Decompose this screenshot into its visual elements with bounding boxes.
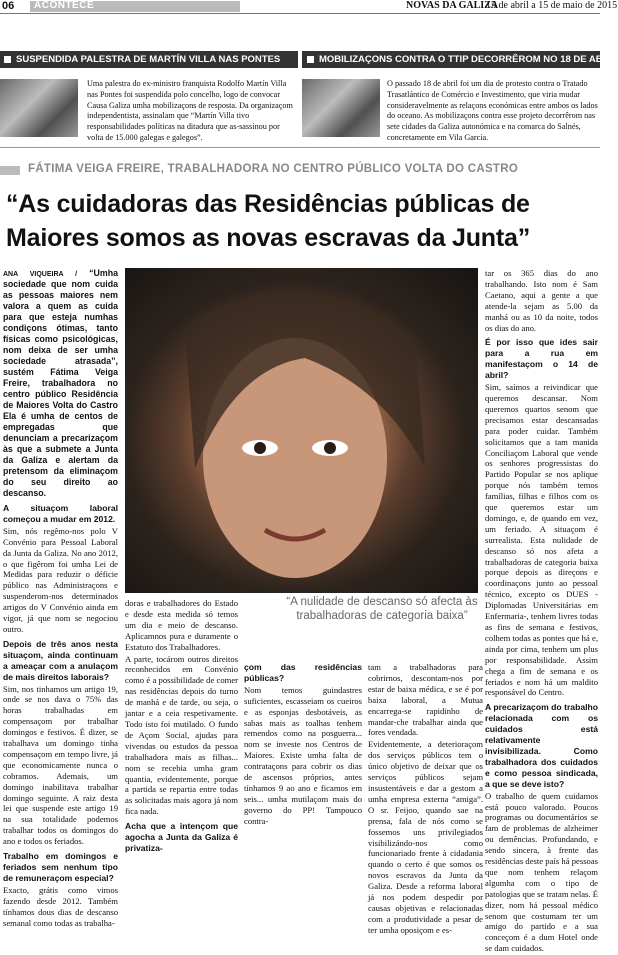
bullet-square-icon bbox=[4, 56, 11, 63]
brief-right-title: MOBILIZAÇONS CONTRA O TTIP DECORRÊROM NO 18 DE ABRIL bbox=[319, 54, 618, 65]
paragraph: Evidentemente, a deterioraçom dos serviços públicos tem o único objetivo de deixar que os serviços públicos sejam insustentáveis e dar a gestom a umha empresa externa “amiga”. O sr. Feijoo, quando sae na prensa, fala de nós como se fossemos uns privilegiados visibilizándo-nos como funcionariado frente à cidadania quando o certo é que somos os novos escravos da Junta da Galiza. Desde a reforma laboral já nos podem despedir por causas objetivas e relacionadas com a produtividade a pesar de ter umha oposiçom e es- bbox=[368, 739, 483, 935]
bullet-square-icon bbox=[307, 56, 314, 63]
answer: Sim, nos tinhamos um artigo 19, onde se nos dava o 75% das horas trabalhadas em compensaçom por trabalhar domingos e festivos. É dizer, se trabalhava um domingo tinha compensaçom em tempo livre, já que economicamente nunca o cobramos. Ademais, um domingo inabilitava trabalhar domingo seguinte. A raiz desta lei que suspende este artigo 19 na sua totalidade podemos trabalhar todos os domingos do ano e todos os feriados. bbox=[3, 683, 118, 847]
answer: Exacto, grátis como vimos fazendo desde 2012. Também tínhamos dous dias de descanso semanal como todas as trabalha- bbox=[3, 884, 118, 928]
question: A precarizaçom do trabalho relacionada com os cuidados está relativamente invisibilizada. Como trabalhadora dos cuidados e como pessoa sindicada, a que se deve isto? bbox=[485, 702, 598, 789]
paragraph: tam a trabalhadoras para cobrirnos, descontam-nos por estar de baixa médica, e se é por baixa laboral, a Mutua encarrega-se rapidinho de mandar-che trabalhar ainda que fores vendada. bbox=[368, 662, 483, 738]
column-1 bbox=[3, 268, 118, 929]
paragraph: doras e trabalhadores do Estado e desde esta medida só temos um dia e meio de descanso. Aplicamnos pura e duramente o Estatuto dos Trabalhadores. bbox=[125, 598, 238, 652]
paragraph: A parte, tocárom outros direitos reconhecidos em Convénio como é a possibilidade de comer nas residências depois do turno de manhá e de tarde, ou seja, o jantar e a ceia respetivamente. Todo isto foi mutilado. O fundo de Açom Social, ajudas para vivendas ou estudos da pessoa trabalhadora mais as filhas... nom se recebia umha gram quantia, evidentemente, porque a partida se repartia entre todas as solicitadas mais agora já nom fica nada. bbox=[125, 653, 238, 817]
author-byline: ANA VIQUEIRA / bbox=[3, 271, 78, 278]
interview-photo bbox=[125, 268, 478, 593]
answer: Sim, saímos a reivindicar que queremos descansar. Nom queremos quartos senom que precisamos estar descansadas para poder cuidar. Também solicitamos que a tam manida Conciliaçom Laboral que vende os senhores progressistas do Partido Popular se nos aplique porque nós também temos famílias, filhas e filhos com os que queremos estar um domingo, e, de quando em vez, um feriado. A situaçom é surrealista. Esta nulidade de descanso só nos afeta a trabalhadoras de categoria baixa porque depois as direçons e coordinaçons junto ao pessoal técnico, excepto os DUES -Diplomadas Universitárias em Enfermaria-, tenhem livres todas as fins de semana e festivos, colhem todas as pontes que há e, ainda por cima, tenhem um plus por responsabilidade. Assim chega a fim de semana e os feriados e nom há um maldito responsável do Centro. bbox=[485, 382, 598, 698]
column-4 bbox=[368, 662, 483, 937]
page-number: 06 bbox=[2, 0, 15, 12]
answer: Sim, nós regêmo-nos polo V Convénio para Pessoal Laboral da Junta da Galiza. No ano 2012, o que figêrom foi umha Lei de Medidas para reduzir o déficie público nas Administraçons e suspenderom-nos determinados artigos do V Convénio ainda em vigor, já que nom se negociou outro. bbox=[3, 525, 118, 634]
question: Acha que a intençom que agocha a Junta da Galiza é privatiza- bbox=[125, 821, 238, 853]
paragraph: tar os 365 dias do ano trabalhando. Isto nom é Sam Caetano, aqui a gente a que atende-la sejam as 5.00 da manhá ou as 10 da noite, todos os dias do ano. bbox=[485, 268, 598, 333]
brief-separator bbox=[0, 147, 600, 148]
brief-left-photo bbox=[0, 79, 78, 137]
issue-date: 15 de abril a 15 de maio de 2015 bbox=[486, 0, 618, 11]
portrait-illustration bbox=[125, 268, 478, 593]
brief-left-text: Uma palestra do ex-ministro franquista Rodolfo Martín Villa nas Pontes foi suspendida polo concelho, logo de convocar Causa Galiza umha mobilizaçons de resposta. Da organizaçom independentista, assinalam que “Martín Villa tivo responsabilidades políticas na ditadura que as-sassínou por volta de 15.000 galegas e galegos”. bbox=[87, 79, 293, 142]
question: A situaçom laboral começou a mudar em 2012. bbox=[3, 503, 118, 524]
paragraph: Nom temos guindastres suficientes, escasseiam os cueiros e as esponjas desbotáveis, as sabas mais as toalhas tenhem remendos como na posguerra... nom se investe nos Centros de Maiores. Existe umha falta de contrataçons para cobrir os dias de ascensos próprios, antes tínhamos 9 ao ano e ficamos em seis... umha mutilaçom mais do governo do PP! Tampouco contra- bbox=[244, 684, 362, 826]
brief-left-title: SUSPENDIDA PALESTRA DE MARTÍN VILLA NAS PONTES bbox=[16, 54, 281, 65]
header-rule bbox=[0, 13, 600, 14]
answer: O trabalho de quem cuidamos está pouco valorado. Poucos programas ou documentários se fam de problemas de alzheimer ou demências. Profundando, e sendo sincera, à frente das residências deste país há pessoas que nom tenhem relaçom algumha com o tipo de patologias que se tratam nelas. É dizer, nom há pessoal médico senom que costumam ter um amigo do partido e a sua conceçom é a dum Hotel onde se dam cuidados. bbox=[485, 790, 598, 954]
article-lead: “Umha sociedade que nom cuida as pessoas maiores nem valora a quem as cuida para que esteja numhas condiçons ótimas, tanto físicas como psicológicas, nom deixa de ser umha sociedade atrasada”, sustém Fátima Veiga Freire, trabalhadora no centro público Residência de Maiores Volta do Castro Ela é umha de centos de empregadas que denunciam a precarizaçom às que a submete a Junta da Galiza e alertam da pretensom da eliminaçom do seu direito ao descanso. bbox=[3, 268, 118, 498]
column-5 bbox=[485, 268, 598, 955]
brief-right-photo bbox=[302, 79, 380, 137]
article-headline: “As cuidadoras das Residências públicas de Maiores somos as novas escravas da Junta” bbox=[6, 190, 531, 252]
question: É por isso que ides sair para a rua em manifestaçom o 14 de abril? bbox=[485, 337, 598, 381]
question: çom das residências públicas? bbox=[244, 662, 362, 683]
article-kicker: FÁTIMA VEIGA FREIRE, TRABALHADORA NO CENTRO PÚBLICO VOLTA DO CASTRO bbox=[28, 163, 519, 175]
pull-quote: “A nulidade de descanso só afecta às trabalhadoras de categoria baixa” bbox=[286, 596, 478, 622]
column-3 bbox=[244, 662, 362, 828]
brief-right-text: O passado 18 de abril foi um dia de protesto contra o Tratado Trasatlántico de Comércio e Investimento, que viria mudar consideravelmente as relaçons económicas entre ambos os lados do oceano. As mobilizaçons contra esse projeto decorrêrom nas sete cidades da Galiza autonómica e na comarca do Salnés, concretamente em Vila García. bbox=[387, 79, 598, 142]
newspaper-name: NOVAS DA GALIZA bbox=[406, 0, 499, 11]
section-label: ACONTECE bbox=[34, 0, 95, 11]
question: Depois de três anos nesta situaçom, ainda continuam a ameaçar com a anulaçom de mais direitos laborais? bbox=[3, 638, 118, 682]
column-2 bbox=[125, 598, 238, 855]
question: Trabalho em domingos e feriados sem nenhum tipo de remuneraçom especial? bbox=[3, 851, 118, 883]
kicker-bar bbox=[0, 166, 20, 175]
